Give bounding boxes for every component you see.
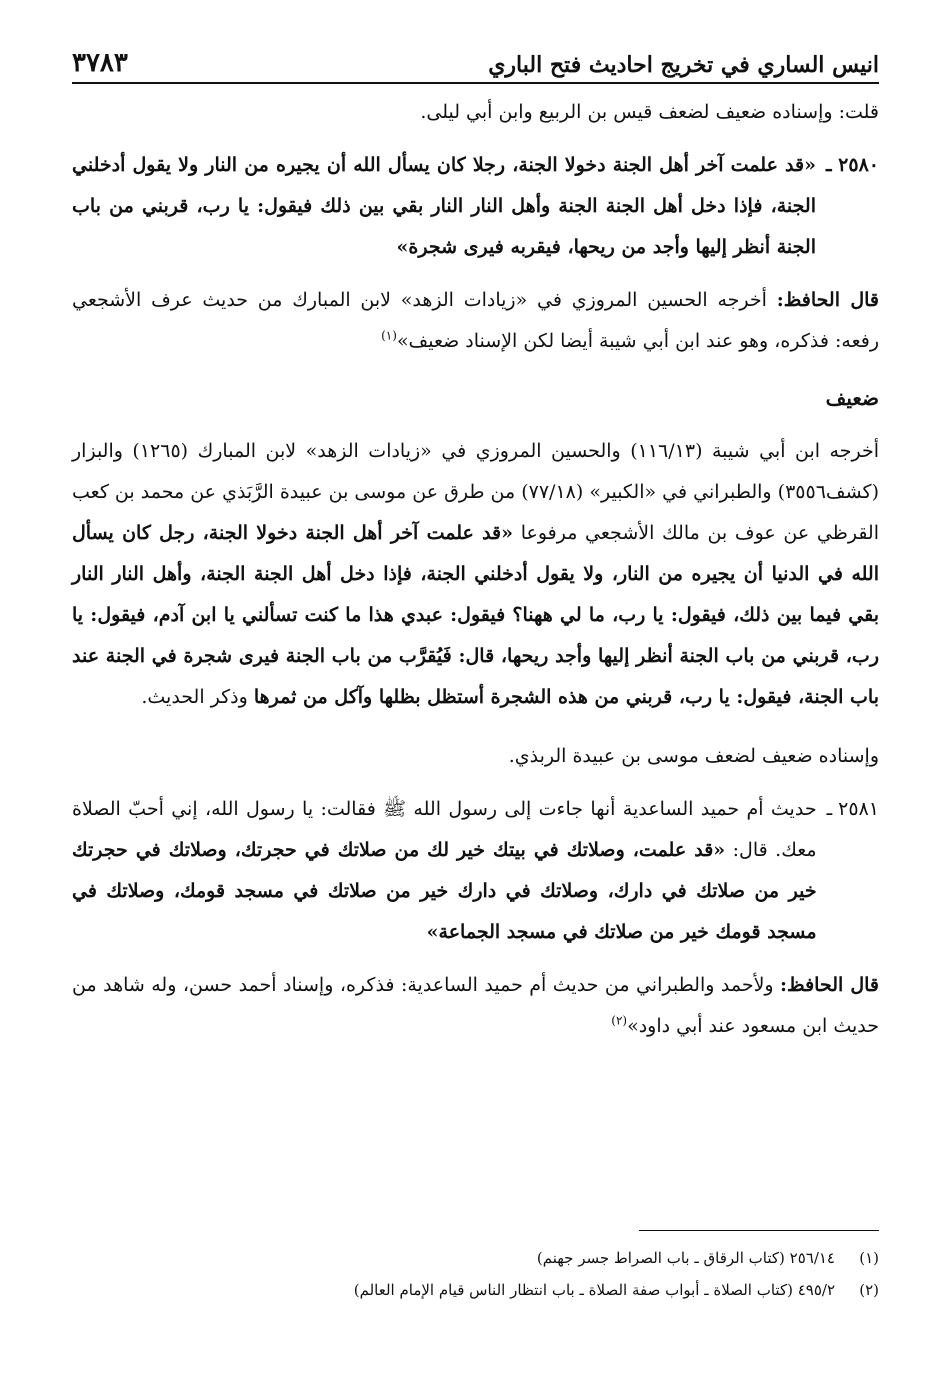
page-number: ٣٧٨٣: [72, 48, 128, 78]
footnote-2: [72, 1274, 879, 1306]
footnote-text: ٤٩٥/٢ (كتاب الصلاة ـ أبواب صفة الصلاة ـ باب انتظار الناس قيام الإمام العالم): [353, 1281, 835, 1299]
hadith-number: ٢٥٨٠ ـ: [825, 154, 879, 176]
running-title: انيس الساري في تخريج احاديث فتح الباري: [488, 52, 879, 78]
page-header: [72, 28, 879, 84]
takhrij-conclusion: وإسناده ضعيف لضعف موسى بن عبيدة الربذي.: [508, 745, 879, 767]
footnote-rule: [639, 1230, 879, 1231]
footnote-number: (٢): [859, 1281, 879, 1299]
hadith-text: «قد علمت آخر أهل الجنة دخولا الجنة، رجلا كان يسأل الله أن يجيره من النار ولا يقول أدخلني الجنة، فإذا دخل أهل الجنة الجنة وأهل النار النار بقي بين ذلك فيقول: يا رب، قربني من باب الجنة أنظر إليها وأجد من ريحها، فيقربه فيرى شجرة»: [72, 154, 816, 258]
hafiz-comment-2581: [72, 965, 879, 1047]
takhrij-paragraph: [72, 431, 879, 718]
hadith-text: «قد علمت، وصلاتك في بيتك خير لك من صلاتك في حجرتك، وصلاتك في حجرتك خير من صلاتك في دارك، وصلاتك في دارك خير من صلاتك في مسجد قومك، وصلاتك في مسجد قومك خير من صلاتك في مسجد الجماعة»: [72, 839, 817, 943]
hadith-body: [72, 789, 817, 953]
footnote-number: (١): [859, 1249, 879, 1267]
footnote-text: ٢٥٦/١٤ (كتاب الرقاق ـ باب الصراط جسر جهنم): [536, 1249, 835, 1267]
footnotes: [72, 1242, 879, 1306]
takhrij-end: وذكر الحديث.: [141, 686, 254, 708]
hadith-2580: [72, 145, 879, 268]
grade-heading: ضعيف: [825, 386, 879, 410]
hadith-2581: [72, 789, 879, 953]
hafiz-text: أخرجه الحسين المروزي في «زيادات الزهد» لابن المبارك من حديث عرف الأشجعي رفعه: فذكره، وهو عند ابن أبي شيبة أيضا لكن الإسناد ضعيف»: [72, 289, 879, 352]
footnote-ref-2: (٢): [611, 1013, 628, 1028]
intro-note: قلت: وإسناده ضعيف لضعف قيس بن الربيع وابن أبي ليلى.: [420, 101, 879, 123]
hadith-intro: حديث أم حميد الساعدية أنها جاءت إلى رسول الله ﷺ فقالت: يا رسول الله، إني أحبّ الصلاة معك. قال:: [72, 798, 817, 861]
hadith-number: ٢٥٨١ ـ: [826, 798, 879, 820]
hafiz-label: قال الحافظ:: [776, 289, 879, 311]
hafiz-text: ولأحمد والطبراني من حديث أم حميد الساعدية: فذكره، وإسناد أحمد حسن، وله شاهد من حديث ابن مسعود عند أبي داود»: [72, 974, 879, 1037]
page-body: [72, 92, 879, 1047]
takhrij-matn: «قد علمت آخر أهل الجنة دخولا الجنة، رجل كان يسأل الله في الدنيا أن يجيره من النار، ولا يقول أدخلني الجنة، فإذا دخل أهل الجنة الجنة، وأهل النار النار بقي فيما بين ذلك، فيقول: يا رب، ما لي ههنا؟ فيقول: عبدي هذا ما كنت تسألني يا ابن آدم، فيقول: يا رب، قربني من باب الجنة أنظر إليها وأجد ريحها، قال: فَيُقرَّب من باب الجنة فيرى شجرة في الجنة عند باب الجنة، فيقول: يا رب، قربني من هذه الشجرة أستظل بظلها وآكل من ثمرها: [72, 522, 879, 708]
footnote-ref-1: (١): [381, 328, 397, 343]
footnote-1: [72, 1242, 879, 1274]
hafiz-label: قال الحافظ:: [780, 974, 880, 996]
hafiz-comment-2580: [72, 280, 879, 362]
takhrij-sources: أخرجه ابن أبي شيبة (١١٦/١٣) والحسين المروزي في «زيادات الزهد» لابن المبارك (١٢٦٥) والبزار (كشف٣٥٥٦) والطبراني في «الكبير» (٧٧/١٨) من طرق عن موسى بن عبيدة الرَّبَذي عن محمد بن كعب القرظي عن عوف بن مالك الأشجعي مرفوعا: [72, 440, 879, 544]
